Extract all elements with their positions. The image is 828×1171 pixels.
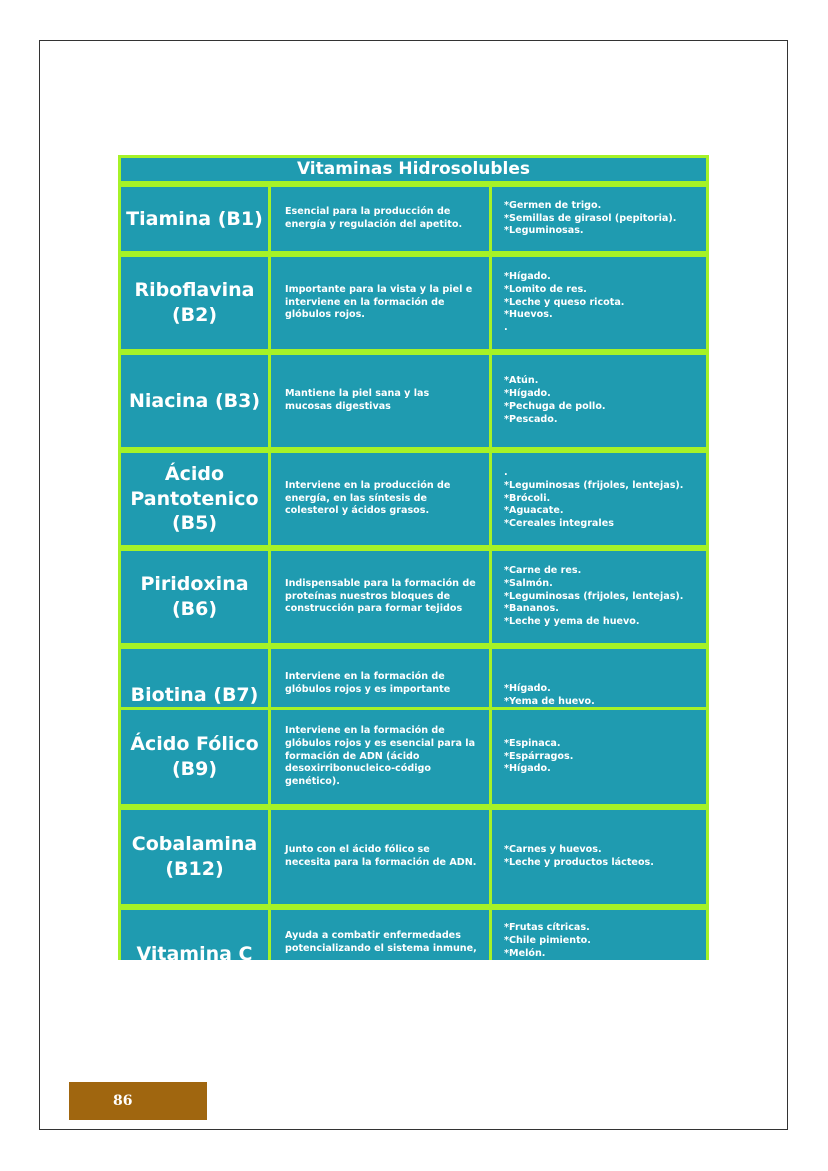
food-item: *Leguminosas. [504,225,584,237]
vitamin-description: Ayuda a combatir enfermedades potencializando el sistema inmune, [268,907,492,960]
food-item: *Leguminosas (frijoles, lentejas). [504,479,684,491]
vitamin-description: Mantiene la piel sana y las mucosas digestivas [268,352,492,450]
food-item: *Espárragos. [504,750,574,762]
food-item: *Hígado. [504,388,551,400]
table-row-vitamina-c [118,907,709,960]
vitamin-description: Importante para la vista y la piel e interviene en la formación de glóbulos rojos. [268,254,492,352]
vitamin-name: Cobalamina (B12) [118,807,271,907]
vitamin-description: Indispensable para la formación de proteínas nuestros bloques de construcción para formar tejidos [268,548,492,646]
food-item: . [504,322,508,334]
vitamin-description: Junto con el ácido fólico se necesita para la formación de ADN. [268,807,492,907]
vitamin-description: Interviene en la formación de glóbulos rojos y es importante [268,646,492,708]
food-item: *Pescado. [504,413,558,425]
vitamin-food-sources [489,707,709,807]
vitamin-name: Biotina (B7) [118,646,271,708]
vitamin-name: Ácido Pantotenico (B5) [118,450,271,548]
table-row-acido-folico [118,707,709,807]
food-item: *Pechuga de pollo. [504,401,606,412]
table-row-cobalamina [118,807,709,907]
vitamins-table-image [118,155,709,960]
food-item: *Yema de huevo. [504,695,595,707]
food-item: *Frutas cítricas. [504,922,590,933]
food-item: *Leche y yema de huevo. [504,616,640,628]
vitamin-name: Niacina (B3) [118,352,271,450]
food-item: *Lomito de res. [504,283,587,295]
food-item: *Chile pimiento. [504,934,591,946]
food-item: *Brócoli. [504,492,551,504]
food-item: *Cereales integrales [504,518,614,530]
vitamin-food-sources [489,450,709,548]
vitamin-name: Riboflavina (B2) [118,254,271,352]
table-row-niacina [118,352,709,450]
food-item: *Germen de trigo. [504,199,602,211]
food-item: *Hígado. [504,763,551,775]
food-item: *Hígado. [504,683,551,694]
food-item: *Leguminosas (frijoles, lentejas). [504,590,684,602]
page-number: 86 [69,1082,207,1120]
food-item: *Aguacate. [504,505,564,517]
vitamin-food-sources [489,184,709,254]
food-item: *Espinaca. [504,737,561,749]
table-row-piridoxina [118,548,709,646]
table-title: Vitaminas Hidrosolubles [118,155,709,184]
vitamin-description: Interviene en la formación de glóbulos rojos y es esencial para la formación de ADN (ácido desoxirribonucleico-código genético). [268,707,492,807]
food-item: *Salmón. [504,577,553,589]
food-item: *Atún. [504,375,539,387]
vitamin-food-sources [489,352,709,450]
vitamin-food-sources [489,807,709,907]
food-item: *Bananos. [504,603,559,615]
food-item: *Carne de res. [504,564,582,576]
vitamin-name: Tiamina (B1) [118,184,271,254]
table-row-tiamina [118,184,709,254]
food-item: *Leche y queso ricota. [504,296,625,308]
vitamin-name: Piridoxina (B6) [118,548,271,646]
food-item: *Hígado. [504,270,551,282]
vitamin-food-sources [489,548,709,646]
vitamin-food-sources [489,254,709,352]
table-row-acido-pantotenico [118,450,709,548]
food-item: *Leche y productos lácteos. [504,857,654,868]
table-row-biotina [118,646,709,708]
food-item: *Huevos. [504,309,553,321]
vitamin-description: Esencial para la producción de energía y regulación del apetito. [268,184,492,254]
vitamin-food-sources [489,907,709,960]
food-item: *Semillas de girasol (pepitoria). [504,212,677,224]
table-row-riboflavina [118,254,709,352]
food-item: *Carnes y huevos. [504,844,602,856]
vitamin-name: Ácido Fólico (B9) [118,707,271,807]
food-item: *Melón. [504,947,546,959]
vitamin-food-sources [489,646,709,708]
vitamin-name: Vitamina C [118,907,271,960]
food-item: . [504,466,508,478]
vitamin-description: Interviene en la producción de energía, en las síntesis de colesterol y ácidos grasos. [268,450,492,548]
